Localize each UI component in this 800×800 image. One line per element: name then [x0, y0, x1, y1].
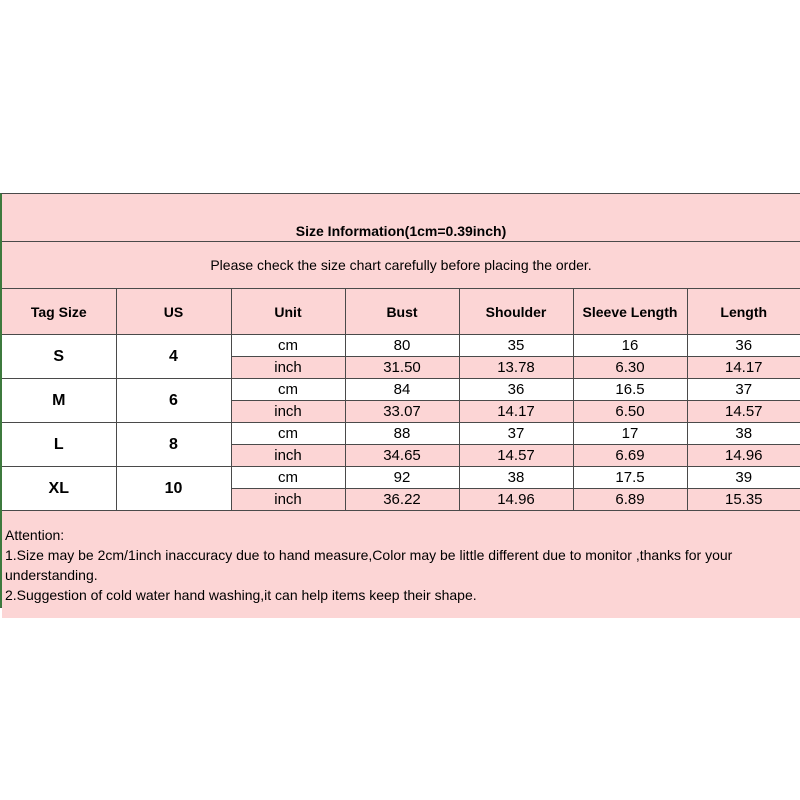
bust-cell: 33.07 — [345, 401, 459, 423]
unit-cell: inch — [231, 489, 345, 511]
attention-line-1: 1.Size may be 2cm/1inch inaccuracy due to hand measure,Color may be little different due to monitor ,thanks for your understanding. — [5, 547, 733, 583]
length-cell: 38 — [687, 423, 800, 445]
length-cell: 37 — [687, 379, 800, 401]
attention-notes — [2, 511, 800, 619]
attention-line-2: 2.Suggestion of cold water hand washing,it can help items keep their shape. — [5, 587, 477, 603]
bust-cell: 34.65 — [345, 445, 459, 467]
bust-cell: 92 — [345, 467, 459, 489]
header-tag-size: Tag Size — [2, 289, 116, 335]
us-size-cell: 10 — [116, 467, 231, 511]
tag-size-cell: M — [2, 379, 116, 423]
us-size-cell: 8 — [116, 423, 231, 467]
unit-cell: inch — [231, 445, 345, 467]
us-size-cell: 6 — [116, 379, 231, 423]
table-row — [2, 379, 800, 401]
chart-notice: Please check the size chart carefully before placing the order. — [2, 242, 800, 289]
bust-cell: 84 — [345, 379, 459, 401]
length-cell: 14.17 — [687, 357, 800, 379]
tag-size-cell: XL — [2, 467, 116, 511]
table-row — [2, 467, 800, 489]
attention-heading: Attention: — [5, 527, 65, 543]
tag-size-cell: S — [2, 335, 116, 379]
length-cell: 14.96 — [687, 445, 800, 467]
shoulder-cell: 14.17 — [459, 401, 573, 423]
unit-cell: cm — [231, 423, 345, 445]
shoulder-cell: 14.57 — [459, 445, 573, 467]
shoulder-cell: 13.78 — [459, 357, 573, 379]
length-cell: 15.35 — [687, 489, 800, 511]
sleeve-cell: 6.89 — [573, 489, 687, 511]
chart-title: Size Information(1cm=0.39inch) — [2, 194, 800, 242]
bust-cell: 88 — [345, 423, 459, 445]
table-row — [2, 423, 800, 445]
unit-cell: inch — [231, 357, 345, 379]
size-chart — [0, 193, 800, 608]
sleeve-cell: 16 — [573, 335, 687, 357]
header-length: Length — [687, 289, 800, 335]
us-size-cell: 4 — [116, 335, 231, 379]
unit-cell: cm — [231, 335, 345, 357]
length-cell: 39 — [687, 467, 800, 489]
length-cell: 36 — [687, 335, 800, 357]
header-us: US — [116, 289, 231, 335]
size-table — [2, 194, 800, 618]
unit-cell: inch — [231, 401, 345, 423]
length-cell: 14.57 — [687, 401, 800, 423]
header-bust: Bust — [345, 289, 459, 335]
sleeve-cell: 6.50 — [573, 401, 687, 423]
bust-cell: 36.22 — [345, 489, 459, 511]
table-row — [2, 335, 800, 357]
shoulder-cell: 14.96 — [459, 489, 573, 511]
header-sleeve-length: Sleeve Length — [573, 289, 687, 335]
sleeve-cell: 17.5 — [573, 467, 687, 489]
unit-cell: cm — [231, 379, 345, 401]
shoulder-cell: 36 — [459, 379, 573, 401]
sleeve-cell: 6.69 — [573, 445, 687, 467]
unit-cell: cm — [231, 467, 345, 489]
header-unit: Unit — [231, 289, 345, 335]
bust-cell: 31.50 — [345, 357, 459, 379]
sleeve-cell: 16.5 — [573, 379, 687, 401]
tag-size-cell: L — [2, 423, 116, 467]
header-shoulder: Shoulder — [459, 289, 573, 335]
shoulder-cell: 37 — [459, 423, 573, 445]
shoulder-cell: 35 — [459, 335, 573, 357]
sleeve-cell: 17 — [573, 423, 687, 445]
sleeve-cell: 6.30 — [573, 357, 687, 379]
bust-cell: 80 — [345, 335, 459, 357]
shoulder-cell: 38 — [459, 467, 573, 489]
header-row — [2, 289, 800, 335]
